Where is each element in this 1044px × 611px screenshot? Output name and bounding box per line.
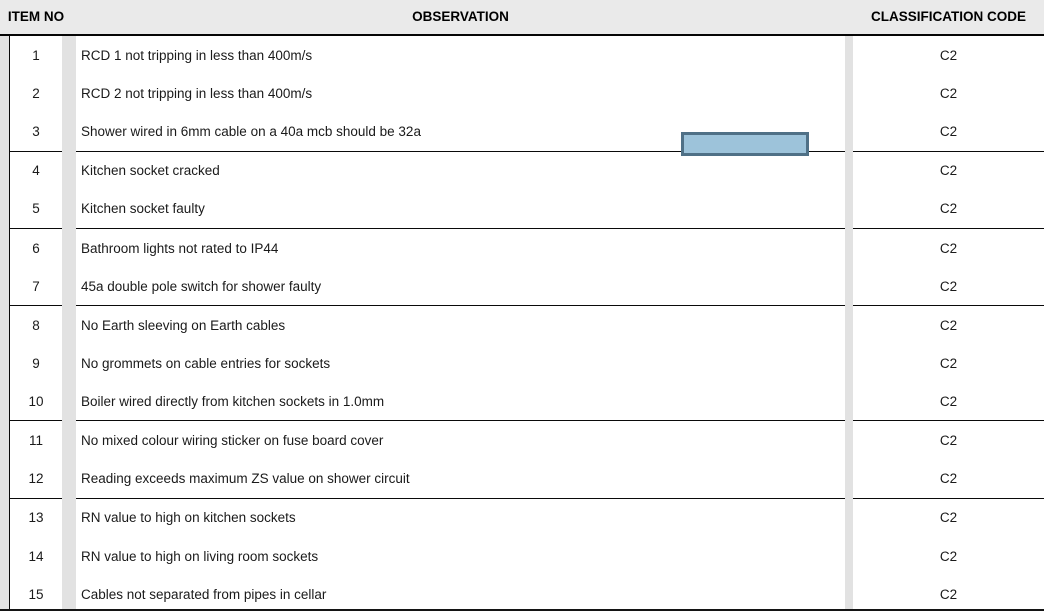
table-row: [0, 306, 1044, 345]
table-row: [0, 460, 1044, 499]
classification-code-cell: [853, 190, 1044, 229]
classification-code-text: C2: [939, 471, 958, 487]
table-header-row: [0, 0, 1044, 36]
column-gutter: [845, 229, 853, 268]
item-no-text: 14: [28, 548, 44, 564]
observation-text: RN value to high on living room sockets: [81, 548, 319, 564]
column-header-item-no: ITEM NO: [7, 9, 65, 24]
observation-cell: [76, 75, 845, 114]
item-no-text: 6: [32, 240, 40, 256]
item-no-cell: [9, 576, 62, 611]
classification-code-cell: [853, 383, 1044, 422]
item-no-text: 11: [28, 433, 43, 449]
column-gutter: [845, 75, 853, 114]
item-no-cell: [9, 460, 62, 499]
item-no-text: 9: [32, 356, 40, 372]
table-row: [0, 537, 1044, 576]
classification-code-text: C2: [939, 317, 958, 333]
observation-cell: [76, 537, 845, 576]
table-row: [0, 190, 1044, 229]
observation-text: Bathroom lights not rated to IP44: [81, 240, 279, 256]
table-row: [0, 36, 1044, 75]
item-no-cell: [9, 190, 62, 229]
classification-code-cell: [853, 499, 1044, 538]
classification-code-text: C2: [939, 394, 958, 410]
classification-code-text: C2: [939, 356, 958, 372]
column-gutter: [62, 499, 76, 538]
observation-text: No Earth sleeving on Earth cables: [81, 317, 286, 333]
classification-code-text: C2: [939, 86, 958, 102]
item-no-text: 1: [32, 47, 40, 63]
item-no-cell: [9, 113, 62, 152]
column-gutter: [845, 460, 853, 499]
observation-cell: [76, 499, 845, 538]
table-body: [0, 36, 1044, 611]
observation-text: Reading exceeds maximum ZS value on shower circuit: [81, 471, 410, 487]
item-no-cell: [9, 537, 62, 576]
column-gutter: [845, 36, 853, 75]
observation-text: Shower wired in 6mm cable on a 40a mcb should be 32a: [81, 124, 421, 140]
observation-text: Kitchen socket faulty: [81, 201, 205, 217]
observation-cell: [76, 36, 845, 75]
item-no-cell: [9, 421, 62, 460]
item-no-cell: [9, 36, 62, 75]
classification-code-cell: [853, 306, 1044, 345]
column-gutter: [62, 267, 76, 306]
column-gutter: [62, 460, 76, 499]
observation-cell: [76, 383, 845, 422]
observation-text: RN value to high on kitchen sockets: [81, 510, 296, 526]
column-gutter: [62, 306, 76, 345]
classification-code-text: C2: [939, 278, 958, 294]
column-gutter: [845, 537, 853, 576]
observation-text: RCD 1 not tripping in less than 400m/s: [81, 47, 313, 63]
observation-cell: [76, 152, 845, 191]
item-no-text: 15: [28, 587, 44, 603]
table-row: [0, 576, 1044, 611]
column-header-observation: OBSERVATION: [412, 9, 509, 24]
column-gutter: [62, 229, 76, 268]
observation-text: No grommets on cable entries for sockets: [81, 356, 331, 372]
item-no-cell: [9, 306, 62, 345]
column-gutter: [62, 576, 76, 611]
observation-text: Cables not separated from pipes in cellar: [81, 587, 327, 603]
column-gutter: [845, 113, 853, 152]
column-gutter: [62, 113, 76, 152]
classification-code-cell: [853, 537, 1044, 576]
column-gutter: [845, 421, 853, 460]
item-no-cell: [9, 267, 62, 306]
classification-code-text: C2: [939, 163, 958, 179]
table-row: [0, 267, 1044, 306]
classification-code-cell: [853, 267, 1044, 306]
column-gutter: [845, 383, 853, 422]
observation-text: Boiler wired directly from kitchen sockets in 1.0mm: [81, 394, 385, 410]
classification-code-text: C2: [939, 201, 958, 217]
observation-cell: [76, 421, 845, 460]
classification-code-cell: [853, 576, 1044, 611]
item-no-cell: [9, 344, 62, 383]
item-no-text: 3: [32, 124, 40, 140]
table-row: [0, 499, 1044, 538]
classification-code-cell: [853, 113, 1044, 152]
classification-code-cell: [853, 229, 1044, 268]
column-gutter: [62, 75, 76, 114]
item-no-text: 2: [32, 86, 40, 102]
table-row: [0, 344, 1044, 383]
item-no-cell: [9, 229, 62, 268]
classification-code-cell: [853, 36, 1044, 75]
classification-code-text: C2: [939, 510, 958, 526]
observation-cell: [76, 306, 845, 345]
table-row: [0, 383, 1044, 422]
selection-highlight-box[interactable]: [681, 132, 809, 156]
classification-code-cell: [853, 75, 1044, 114]
column-gutter: [845, 152, 853, 191]
column-gutter: [62, 152, 76, 191]
classification-code-text: C2: [939, 124, 958, 140]
column-gutter: [62, 36, 76, 75]
column-gutter: [62, 537, 76, 576]
column-gutter: [845, 344, 853, 383]
classification-code-text: C2: [939, 548, 958, 564]
item-no-text: 8: [32, 317, 40, 333]
observation-text: 45a double pole switch for shower faulty: [81, 278, 322, 294]
column-gutter: [845, 267, 853, 306]
item-no-text: 10: [28, 394, 44, 410]
item-no-cell: [9, 152, 62, 191]
observation-text: Kitchen socket cracked: [81, 163, 220, 179]
column-gutter: [845, 306, 853, 345]
classification-code-text: C2: [939, 587, 958, 603]
observation-cell: [76, 267, 845, 306]
observation-text: No mixed colour wiring sticker on fuse board cover: [81, 433, 384, 449]
classification-code-cell: [853, 421, 1044, 460]
classification-code-cell: [853, 152, 1044, 191]
item-no-text: 13: [28, 510, 44, 526]
table-row: [0, 421, 1044, 460]
column-gutter: [845, 499, 853, 538]
classification-code-cell: [853, 344, 1044, 383]
observation-cell: [76, 460, 845, 499]
item-no-text: 12: [28, 471, 44, 487]
table-row: [0, 75, 1044, 114]
column-gutter: [845, 190, 853, 229]
table-row: [0, 229, 1044, 268]
table-row: [0, 152, 1044, 191]
observation-cell: [76, 229, 845, 268]
column-gutter: [62, 383, 76, 422]
observation-cell: [76, 576, 845, 611]
column-gutter: [62, 190, 76, 229]
classification-code-text: C2: [939, 240, 958, 256]
classification-code-cell: [853, 460, 1044, 499]
classification-code-text: C2: [939, 47, 958, 63]
item-no-text: 5: [32, 201, 40, 217]
item-no-text: 7: [32, 278, 40, 294]
column-gutter: [62, 344, 76, 383]
classification-code-text: C2: [939, 433, 958, 449]
observation-text: RCD 2 not tripping in less than 400m/s: [81, 86, 313, 102]
item-no-cell: [9, 383, 62, 422]
item-no-text: 4: [32, 163, 40, 179]
column-header-classification-code: CLASSIFICATION CODE: [871, 9, 1026, 24]
column-gutter: [62, 421, 76, 460]
item-no-cell: [9, 75, 62, 114]
item-no-cell: [9, 499, 62, 538]
column-gutter: [845, 576, 853, 611]
table-row: [0, 113, 1044, 152]
observation-cell: [76, 344, 845, 383]
observation-cell: [76, 190, 845, 229]
